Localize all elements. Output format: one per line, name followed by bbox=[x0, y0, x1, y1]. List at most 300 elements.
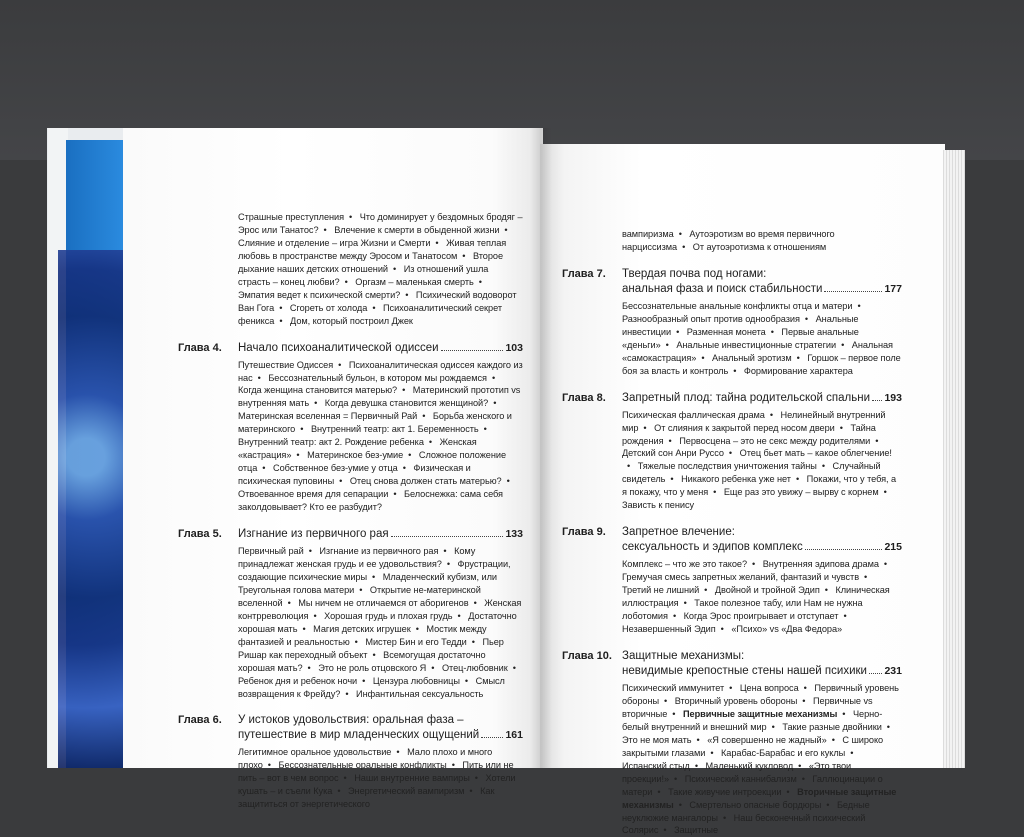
chapter-title-line bbox=[622, 664, 902, 679]
left-toc-column bbox=[178, 211, 523, 811]
chapter-title-line bbox=[622, 540, 902, 555]
bullet-separator: • bbox=[804, 313, 809, 324]
toc-chapter bbox=[178, 713, 523, 811]
toc-entry: Кому принадлежат женская грудь и ее удовольствия? bbox=[238, 546, 476, 569]
toc-entry: Внутренняя эдипова драма bbox=[762, 559, 879, 570]
leader-dots bbox=[805, 549, 883, 550]
toc-entry: Белоснежка: сама себя заколдовывает? Кто ее разбудит? bbox=[238, 489, 503, 513]
chapter-title-line bbox=[622, 282, 902, 297]
toc-entry: Случайный свидетель bbox=[622, 461, 881, 485]
bullet-separator: • bbox=[643, 422, 647, 433]
chapter-label: Глава 5. bbox=[178, 528, 222, 541]
chapter-label: Глава 8. bbox=[562, 391, 606, 404]
leader-dots bbox=[824, 291, 882, 292]
toc-entry: Отец снова должен стать матерью? bbox=[349, 476, 502, 487]
toc-entry: Цена вопроса bbox=[739, 682, 799, 693]
toc-entry: Такие разные двойники bbox=[782, 721, 882, 732]
bullet-separator: • bbox=[665, 339, 669, 350]
bullet-separator: • bbox=[670, 474, 674, 485]
bullet-separator: • bbox=[408, 450, 412, 461]
bullet-separator: • bbox=[668, 435, 672, 446]
toc-entry: Собственное без-умие у отца bbox=[272, 463, 398, 474]
toc-entry: Бессознательные оральные конфликты bbox=[278, 760, 447, 771]
toc-entry: Психический иммунитет bbox=[622, 682, 725, 693]
bullet-separator: • bbox=[279, 315, 283, 326]
toc-entry: Физическая и психическая пуповины bbox=[238, 463, 471, 487]
bullet-separator: • bbox=[843, 611, 847, 622]
toc-entry: Страшные преступления bbox=[238, 212, 345, 222]
bullet-separator: • bbox=[451, 760, 455, 771]
toc-entries bbox=[178, 211, 523, 328]
toc-entry: Первичный рай bbox=[238, 546, 304, 557]
toc-chapter bbox=[562, 649, 902, 837]
chapter-heading bbox=[178, 713, 523, 743]
toc-entry: Мало плохо и много плохо bbox=[238, 747, 493, 771]
book-cover-artwork bbox=[58, 250, 128, 768]
bullet-separator: • bbox=[349, 212, 353, 222]
toc-entry: Слияние и отделение – игра Жизни и Смерти bbox=[238, 237, 431, 248]
toc-entry: Такие живучие интроекции bbox=[668, 786, 782, 797]
page-number: 103 bbox=[505, 341, 523, 354]
bullet-separator: • bbox=[296, 450, 300, 461]
bullet-separator: • bbox=[262, 463, 266, 474]
toc-entry: Клиническая иллюстрация bbox=[622, 585, 890, 609]
toc-entry: Комплекс – что же это такое? bbox=[622, 559, 748, 570]
bullet-separator: • bbox=[850, 747, 854, 758]
chapter-title-line bbox=[238, 728, 523, 743]
toc-entry: Анальный эротизм bbox=[712, 352, 792, 363]
toc-entry: «Это твои проекции!» bbox=[622, 760, 852, 784]
toc-entry: Первосцена – это не секс между родителями bbox=[679, 435, 871, 446]
toc-entry: Что доминирует у бездомных бродяг – Эрос или Танатос? bbox=[238, 212, 523, 235]
toc-entry: Психический водоворот Ван Гога bbox=[238, 289, 517, 313]
leader-dots bbox=[869, 673, 883, 674]
bullet-separator: • bbox=[728, 448, 733, 459]
leader-dots bbox=[391, 536, 504, 537]
chapter-title bbox=[622, 391, 902, 406]
toc-entry: Женская контрреволюция bbox=[238, 597, 522, 621]
bullet-separator: • bbox=[428, 437, 433, 448]
toc-entry: Дом, который построил Джек bbox=[290, 315, 413, 326]
chapter-title bbox=[238, 527, 523, 542]
bullet-separator: • bbox=[704, 585, 708, 596]
bullet-separator: • bbox=[664, 695, 668, 706]
toc-entry: Первичные защитные механизмы bbox=[682, 708, 838, 719]
bullet-separator: • bbox=[415, 623, 419, 634]
toc-entry: Галлюцинации о матери bbox=[622, 773, 883, 797]
toc-entry: Такое полезное табу, или Нам не нужна лоботомия bbox=[622, 598, 863, 622]
bullet-separator: • bbox=[300, 424, 304, 435]
bullet-separator: • bbox=[676, 326, 680, 337]
toc-entry: Второе дыхание наших детских отношений bbox=[238, 250, 504, 274]
bullet-separator: • bbox=[359, 584, 363, 595]
bullet-separator: • bbox=[469, 786, 473, 797]
toc-entry: Вторичные защитные механизмы bbox=[622, 786, 897, 810]
bullet-separator: • bbox=[393, 263, 397, 274]
bullet-separator: • bbox=[338, 359, 342, 370]
bullet-separator: • bbox=[372, 302, 376, 313]
bullet-separator: • bbox=[883, 487, 887, 498]
toc-entry: С широко закрытыми глазами bbox=[622, 734, 884, 758]
bullet-separator: • bbox=[457, 610, 461, 621]
bullet-separator: • bbox=[786, 786, 790, 797]
chapter-title-line bbox=[238, 527, 523, 542]
toc-entry: Нелинейный внутренний мир bbox=[622, 409, 886, 433]
toc-entry: Бессознательный бульон, в котором мы рождаемся bbox=[268, 372, 487, 383]
toc-entry: Энергетический вампиризм bbox=[348, 786, 465, 797]
bullet-separator: • bbox=[506, 476, 510, 487]
toc-entry: Аутоэротизм во время первичного нарциссизма bbox=[622, 229, 835, 252]
toc-entry: Сложное положение отца bbox=[238, 450, 507, 474]
toc-entry: Защитные bbox=[674, 825, 719, 836]
toc-entry: Открытие не-материнской вселенной bbox=[238, 584, 481, 608]
toc-chapter bbox=[178, 341, 523, 514]
toc-entries bbox=[178, 545, 523, 700]
bullet-separator: • bbox=[678, 799, 682, 810]
right-toc-column bbox=[562, 228, 902, 837]
toc-entry: Это не роль отцовского Я bbox=[318, 662, 427, 673]
toc-entry: Отец бьет мать – какое облегчение! bbox=[739, 448, 892, 459]
toc-entry: Психоаналитический секрет феникса bbox=[238, 302, 502, 326]
bullet-separator: • bbox=[720, 624, 724, 635]
toc-chapter bbox=[178, 527, 523, 700]
page-number: 215 bbox=[884, 541, 902, 554]
bullet-separator: • bbox=[422, 411, 426, 422]
bullet-separator: • bbox=[770, 326, 774, 337]
toc-entry: Хорошая грудь и плохая грудь bbox=[324, 610, 453, 621]
bullet-separator: • bbox=[627, 461, 631, 472]
toc-entry: Анальная «самокастрация» bbox=[622, 339, 893, 363]
toc-entry: Психическая фаллическая драма bbox=[622, 409, 765, 420]
book-gutter bbox=[530, 128, 552, 768]
bullet-separator: • bbox=[462, 250, 466, 261]
chapter-title bbox=[238, 341, 523, 356]
toc-entry: «Я совершенно не жадный» bbox=[707, 734, 827, 745]
toc-entry: Младенческий кубизм, или Треугольная голова матери bbox=[238, 571, 497, 595]
toc-entry: Фрустрации, создающие психические миры bbox=[238, 558, 511, 582]
toc-entry: «Психо» vs «Два Федора» bbox=[731, 624, 843, 635]
bullet-separator: • bbox=[752, 559, 756, 570]
chapter-title-text: Запретный плод: тайна родительской спальни bbox=[622, 391, 870, 404]
bullet-separator: • bbox=[493, 398, 497, 409]
chapter-heading bbox=[562, 525, 902, 555]
toc-entry: Анальные инвестиционные стратегии bbox=[676, 339, 837, 350]
toc-entries bbox=[178, 746, 523, 811]
bullet-separator: • bbox=[678, 229, 682, 239]
toc-entry: Хотели кушать – и съели Кука bbox=[238, 773, 516, 797]
chapter-title-text: Изгнание из первичного рая bbox=[238, 528, 389, 541]
toc-entries bbox=[562, 682, 902, 837]
toc-entry: Пить или не пить – вот в чем вопрос bbox=[238, 760, 514, 784]
bullet-separator: • bbox=[279, 302, 283, 313]
toc-entry: Наш бесконечный психический Солярис bbox=[622, 812, 866, 836]
bullet-separator: • bbox=[478, 276, 482, 287]
leader-dots bbox=[481, 737, 503, 738]
toc-entry: Отвоеванное время для сепарации bbox=[238, 489, 389, 500]
toc-entry: Сгореть от холода bbox=[289, 302, 368, 313]
toc-chapter bbox=[562, 391, 902, 513]
toc-entry: Когда Эрос проигрывает и отступает bbox=[683, 611, 839, 622]
toc-entries bbox=[562, 409, 902, 513]
bullet-separator: • bbox=[857, 300, 861, 311]
bullet-separator: • bbox=[512, 662, 516, 673]
chapter-title-line bbox=[622, 391, 902, 406]
page-number: 161 bbox=[505, 729, 523, 742]
bullet-separator: • bbox=[831, 734, 835, 745]
bullet-separator: • bbox=[657, 786, 661, 797]
toc-entry: Эмпатия ведет к психической смерти? bbox=[238, 289, 401, 300]
toc-entry: вампиризма bbox=[622, 229, 674, 239]
bullet-separator: • bbox=[257, 372, 261, 383]
toc-entry: Анальные инвестиции bbox=[622, 313, 859, 337]
chapter-heading bbox=[562, 267, 902, 297]
toc-chapter bbox=[562, 267, 902, 378]
toc-entry: Бессознательные анальные конфликты отца и матери bbox=[622, 300, 853, 311]
chapter-heading bbox=[178, 527, 523, 542]
toc-entry: Внутренний театр: акт 1. Беременность bbox=[310, 424, 479, 435]
toc-entry: Зависть к пенису bbox=[622, 500, 695, 511]
toc-entry: Материнский прототип vs внутренняя мать bbox=[238, 385, 521, 409]
bullet-separator: • bbox=[722, 812, 727, 823]
toc-entry: Всемогущая достаточно хорошая мать? bbox=[238, 649, 486, 673]
leader-dots bbox=[441, 350, 504, 351]
toc-entry: Мистер Бин и его Тедди bbox=[365, 636, 467, 647]
bullet-separator: • bbox=[883, 559, 888, 570]
toc-entry: Еще раз это увижу – вырву с корнем bbox=[723, 487, 879, 498]
bullet-separator: • bbox=[339, 476, 343, 487]
bullet-separator: • bbox=[674, 773, 678, 784]
leader-dots bbox=[872, 400, 882, 401]
bullet-separator: • bbox=[354, 636, 358, 647]
chapter-title-text: путешествие в мир младенческих ощущений bbox=[238, 729, 480, 742]
toc-entry: Ребенок дня и ребенок ночи bbox=[238, 675, 358, 686]
bullet-separator: • bbox=[287, 597, 291, 608]
bullet-separator: • bbox=[308, 546, 312, 557]
toc-entries bbox=[562, 228, 902, 254]
page-number: 193 bbox=[884, 391, 902, 404]
toc-entry: Разнообразный опыт против однообразия bbox=[622, 313, 800, 324]
toc-entry: Когда женщина становится матерью? bbox=[238, 385, 398, 396]
bullet-separator: • bbox=[672, 708, 676, 719]
toc-entry: Никакого ребенка уже нет bbox=[681, 474, 791, 485]
toc-entries bbox=[178, 359, 523, 514]
bullet-separator: • bbox=[471, 636, 475, 647]
chapter-heading bbox=[562, 391, 902, 406]
toc-entry: Пьер Ришар как переходный объект bbox=[238, 636, 504, 660]
chapter-label: Глава 6. bbox=[178, 714, 222, 727]
bullet-separator: • bbox=[405, 289, 409, 300]
page-number: 177 bbox=[884, 282, 902, 295]
bullet-separator: • bbox=[491, 372, 496, 383]
toc-entry: Психоаналитическая одиссея каждого из нас bbox=[238, 359, 523, 383]
chapter-title-text: анальная фаза и поиск стабильности bbox=[622, 282, 823, 295]
toc-entry: Легитимное оральное удовольствие bbox=[238, 747, 392, 758]
toc-entry: Путешествие Одиссея bbox=[238, 359, 334, 370]
bullet-separator: • bbox=[826, 799, 830, 810]
toc-entry: Первичный уровень обороны bbox=[622, 682, 899, 706]
bullet-separator: • bbox=[824, 585, 828, 596]
toc-entry: Первые анальные «деньги» bbox=[622, 326, 859, 350]
toc-entry: Оргазм – маленькая смерть bbox=[355, 276, 474, 287]
toc-entry: Внутренний театр: акт 2. Рождение ребенка bbox=[238, 437, 424, 448]
bullet-separator: • bbox=[343, 773, 347, 784]
bullet-separator: • bbox=[683, 598, 687, 609]
bullet-separator: • bbox=[307, 662, 311, 673]
bullet-separator: • bbox=[402, 385, 406, 396]
bullet-separator: • bbox=[696, 734, 700, 745]
bullet-separator: • bbox=[323, 224, 327, 235]
toc-entry: Живая теплая любовь в пространстве между Эросом и Танатосом bbox=[238, 237, 507, 261]
bullet-separator: • bbox=[821, 461, 826, 472]
toc-entry: Тайна рождения bbox=[622, 422, 876, 446]
toc-entry: От аутоэротизма к отношениям bbox=[692, 241, 827, 252]
toc-entry: Маленький кукловод bbox=[705, 760, 794, 771]
bullet-separator: • bbox=[769, 409, 774, 420]
bullet-separator: • bbox=[842, 708, 846, 719]
chapter-title bbox=[622, 525, 902, 555]
bullet-separator: • bbox=[431, 662, 435, 673]
bullet-separator: • bbox=[733, 365, 737, 376]
bullet-separator: • bbox=[798, 760, 802, 771]
bullet-separator: • bbox=[803, 682, 807, 693]
bullet-separator: • bbox=[372, 571, 376, 582]
chapter-label: Глава 7. bbox=[562, 267, 606, 280]
chapter-title-line: Запретное влечение: bbox=[622, 526, 735, 539]
toc-entry: Бедные неуклюжие мангалоры bbox=[622, 799, 870, 823]
toc-entry: Материнское без-умие bbox=[307, 450, 404, 461]
page-number: 231 bbox=[884, 664, 902, 677]
bullet-separator: • bbox=[864, 572, 868, 583]
page-number: 133 bbox=[505, 528, 523, 541]
toc-entry: Смертельно опасные бордюры bbox=[689, 799, 822, 810]
bullet-separator: • bbox=[801, 773, 805, 784]
toc-chapter bbox=[562, 525, 902, 636]
toc-entry: Как защититься от энергетического bbox=[238, 786, 495, 810]
bullet-separator: • bbox=[435, 237, 439, 248]
bullet-separator: • bbox=[302, 623, 306, 634]
chapter-title-line: Твердая почва под ногами: bbox=[622, 267, 767, 280]
toc-entry: Материнская вселенная = Первичный Рай bbox=[238, 411, 418, 422]
toc-entry: Отец-любовник bbox=[441, 662, 508, 673]
toc-entry: Инфантильная сексуальность bbox=[356, 688, 484, 699]
toc-entry: Мостик между фантазией и реальностью bbox=[238, 623, 487, 647]
bullet-separator: • bbox=[886, 721, 890, 732]
bullet-separator: • bbox=[771, 721, 775, 732]
toc-entry: Из отношений ушла страсть – конец любви? bbox=[238, 263, 489, 287]
bullet-separator: • bbox=[839, 422, 843, 433]
chapter-title bbox=[622, 649, 902, 679]
bullet-separator: • bbox=[710, 747, 714, 758]
chapter-label: Глава 9. bbox=[562, 526, 606, 539]
toc-entry: Это не моя мать bbox=[622, 734, 692, 745]
bullet-separator: • bbox=[672, 611, 677, 622]
bullet-separator: • bbox=[483, 424, 487, 435]
chapter-title-text: Начало психоаналитической одиссеи bbox=[238, 341, 439, 354]
toc-entry: Гремучая смесь запретных желаний, фантазий и чувств bbox=[622, 572, 860, 583]
toc-entry: Вторичный уровень обороны bbox=[674, 695, 798, 706]
chapter-label: Глава 10. bbox=[562, 649, 612, 662]
toc-entry: Горшок – первое поле боя за власть и контроль bbox=[622, 352, 901, 376]
toc-entry: Мы ничем не отличаемся от аборигенов bbox=[298, 597, 469, 608]
toc-entry: Психический каннибализм bbox=[684, 773, 797, 784]
toc-entry: Магия детских игрушек bbox=[313, 623, 411, 634]
toc-entry: Когда девушка становится женщиной? bbox=[324, 398, 489, 409]
chapter-label: Глава 4. bbox=[178, 341, 222, 354]
bullet-separator: • bbox=[682, 241, 686, 252]
chapter-title bbox=[622, 267, 902, 297]
toc-entry: Третий не лишний bbox=[622, 585, 700, 596]
bullet-separator: • bbox=[313, 610, 317, 621]
toc-entry: Покажи, что у тебя, а я покажу, что у меня bbox=[622, 474, 897, 498]
bullet-separator: • bbox=[795, 474, 800, 485]
bullet-separator: • bbox=[314, 398, 318, 409]
bullet-separator: • bbox=[729, 682, 733, 693]
bullet-separator: • bbox=[362, 675, 366, 686]
toc-entry: От слияния к закрытой перед носом двери bbox=[654, 422, 835, 433]
bullet-separator: • bbox=[796, 352, 800, 363]
toc-entry: Женская «кастрация» bbox=[238, 437, 477, 461]
toc-entry: Детский сон Анри Руссо bbox=[622, 448, 724, 459]
bullet-separator: • bbox=[474, 773, 478, 784]
bullet-separator: • bbox=[446, 558, 450, 569]
toc-entries bbox=[562, 558, 902, 636]
toc-entries bbox=[562, 300, 902, 378]
bullet-separator: • bbox=[372, 649, 376, 660]
bullet-separator: • bbox=[396, 747, 400, 758]
toc-entry: Наши внутренние вампиры bbox=[354, 773, 470, 784]
bullet-separator: • bbox=[701, 352, 705, 363]
bullet-separator: • bbox=[875, 435, 879, 446]
bullet-separator: • bbox=[443, 546, 447, 557]
toc-entry: Карабас-Барабас и его куклы bbox=[721, 747, 846, 758]
bullet-separator: • bbox=[663, 825, 667, 836]
bullet-separator: • bbox=[267, 760, 271, 771]
bullet-separator: • bbox=[473, 597, 477, 608]
bullet-separator: • bbox=[344, 276, 348, 287]
toc-entry: Достаточно хорошая мать bbox=[238, 610, 517, 634]
toc-entry: Формирование характера bbox=[743, 365, 853, 376]
toc-entry: Первичные vs вторичные bbox=[622, 695, 873, 719]
bullet-separator: • bbox=[393, 489, 397, 500]
page-stack-edge bbox=[943, 150, 965, 768]
toc-entry: Незавершенный Эдип bbox=[622, 624, 716, 635]
toc-entry: Борьба женского и материнского bbox=[238, 411, 512, 435]
toc-entry: Двойной и тройной Эдип bbox=[714, 585, 820, 596]
bullet-separator: • bbox=[345, 688, 349, 699]
bullet-separator: • bbox=[504, 224, 508, 235]
toc-entry: Испанский стыд bbox=[622, 760, 690, 771]
bullet-separator: • bbox=[694, 760, 699, 771]
toc-entry: Цензура любовницы bbox=[372, 675, 460, 686]
chapter-title-line bbox=[238, 341, 523, 356]
toc-entry: Черно-белый внутренний и внешний мир bbox=[622, 708, 883, 732]
chapter-title-line: Защитные механизмы: bbox=[622, 649, 745, 662]
chapter-heading bbox=[562, 649, 902, 679]
bullet-separator: • bbox=[402, 463, 406, 474]
toc-entry: Изгнание из первичного рая bbox=[319, 546, 439, 557]
toc-entry: Разменная монета bbox=[686, 326, 766, 337]
chapter-title bbox=[238, 713, 523, 743]
bullet-separator: • bbox=[802, 695, 806, 706]
bullet-separator: • bbox=[337, 786, 341, 797]
chapter-title-text: невидимые крепостные стены нашей психики bbox=[622, 664, 867, 677]
chapter-title-line: У истоков удовольствия: оральная фаза – bbox=[238, 714, 464, 727]
toc-entry: Смысл возвращения к Фрейду? bbox=[238, 675, 505, 699]
bullet-separator: • bbox=[464, 675, 469, 686]
bullet-separator: • bbox=[841, 339, 845, 350]
toc-entry: Влечение к смерти в обыденной жизни bbox=[334, 224, 500, 235]
chapter-heading bbox=[178, 341, 523, 356]
